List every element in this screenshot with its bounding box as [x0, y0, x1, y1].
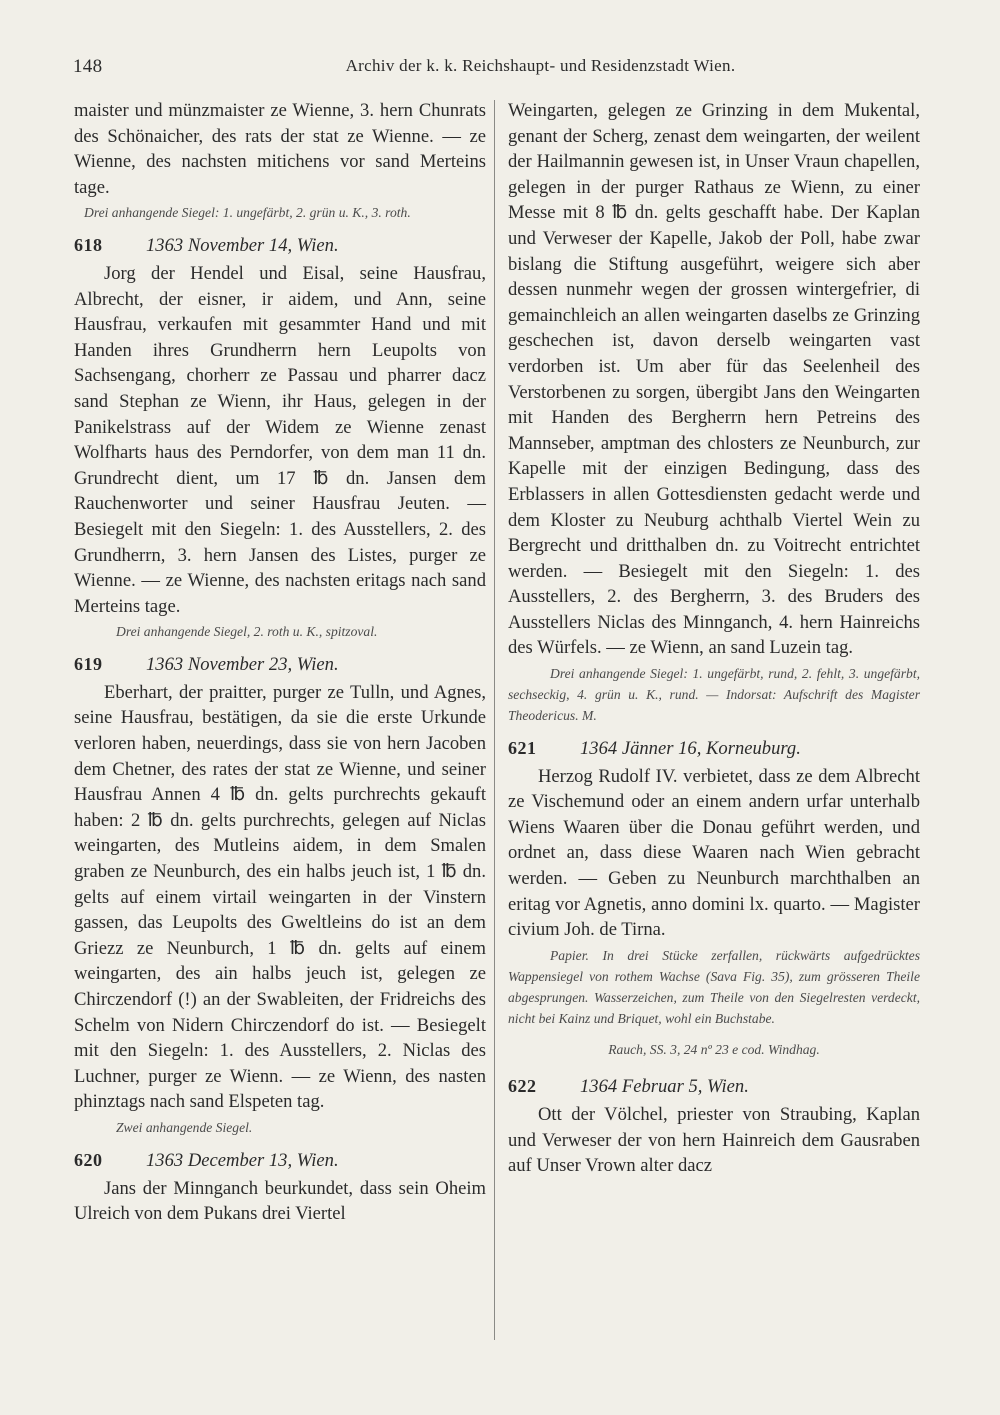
seal-description: Zwei anhangende Siegel.	[116, 1119, 253, 1135]
document-text: Herzog Rudolf IV. verbietet, dass ze dem Albrecht ze Vischemund oder an einem andern urfar unterhalb Wiens Waaren über die Donau geführt werden, und ordnet an, dass diese Waaren nach Wien gebracht werden. — Geben zu Neunburch marchthalben an eritag vor Agnetis, anno domini lx. quarto. — Magister civium Joh. de Tirna.	[508, 765, 920, 941]
document-text: Jans der Minnganch beurkundet, dass sein Oheim Ulreich von dem Pukans drei Viertel	[74, 1177, 486, 1225]
document-text: Eberhart, der praitter, purger ze Tulln, und Agnes, seine Hausfrau, bestätigen, da sie die erste Urkunde verloren haben, neuerdings, dass sie von hern Jacoben dem Chetner, des rates der stat ze Wienne, und seiner Hausfrau Annen 4 ℔ dn. gelts purchrechts gekauft haben: 2 ℔ dn. gelts purchrechts, gelegen auf Niclas weingarten, des Mutleins aidem, in dem Smalen graben ze Neunburch, des ein halbs jeuch ist, 1 ℔ dn. gelts auf einem virtail weingarten in der Vinstern gassen, das Leupolts des Gweltleins do ist an dem Griezz ze Neunburch, 1 ℔ dn. gelts auf einem weingarten, des ain halbs jeuch ist, gelegen ze Chirczendorf (!) an der Swableiten, der Fridreichs des Schelm von Nidern Chirczendorf do ist. — Besiegelt mit den Siegeln: 1. des Ausstellers, 2. Niclas des Luchner, purger ze Wienn. — ze Wienn, des nasten phinztags nach sand Elspeten tag.	[74, 681, 486, 1113]
document-date: 1363 November 14, Wien.	[146, 235, 339, 257]
document-heading	[508, 1074, 920, 1100]
document-date: 1363 November 23, Wien.	[146, 654, 339, 676]
seal-description: Drei anhangende Siegel: 1. ungefärbt, rund, 2. fehlt, 3. ungefärbt, sechseckig, 4. grün u. K., rund. — Indorsat: Aufschrift des Magister Theodericus. M.	[508, 666, 920, 724]
document-date: 1363 December 13, Wien.	[146, 1149, 339, 1171]
document-number: 621	[508, 738, 537, 759]
document-heading	[74, 652, 486, 678]
seal-description: Drei anhangende Siegel: 1. ungefärbt, 2. grün u. K., 3. roth.	[84, 205, 411, 221]
left-column	[74, 98, 486, 1227]
running-title: Archiv der k. k. Reichshaupt- und Residenzstadt Wien.	[345, 56, 736, 75]
document-text: Ott der Völchel, priester von Straubing, Kaplan und Verweser der von hern Hainreich dem Gausraben auf Unser Vrown alter dacz	[508, 1104, 920, 1177]
document-heading	[74, 1148, 486, 1174]
document-number: 622	[508, 1076, 537, 1097]
column-divider	[494, 100, 495, 1340]
document-text: Jorg der Hendel und Eisal, seine Hausfrau, Albrecht, der eisner, ir aidem, und Ann, seine Hausfrau, verkaufen mit gesammter Hand und mit Handen ihres Grundherrn hern Leupolts von Sachsengang, chorherr ze Passau und pharrer dacz sand Stephan ze Wienn, ihr Haus, gelegen in der Panikelstrass auf der Widem ze Wienne zenast Wolfharts haus des Perndorfer, von dem man 11 dn. Grundrecht dient, um 17 ℔ dn. Jansen dem Rauchenworter und seiner Hausfrau Jeuten. — Besiegelt mit den Siegeln: 1. des Ausstellers, 2. des Grundherrn, 3. hern Jansen des Listes, purger ze Wienne. — ze Wienne, des nachsten eritags nach sand Merteins tage.	[74, 262, 486, 617]
document-heading	[74, 233, 486, 259]
document-number: 618	[74, 235, 103, 256]
document-heading	[508, 736, 920, 762]
continued-text: maister und münzmaister ze Wienne, 3. hern Chunrats des Schönaicher, des rats der stat ze Wienne. — ze Wienne, des nachsten mitichens vor sand Merteins tage.	[74, 100, 486, 198]
document-number: 620	[74, 1149, 103, 1170]
page-header	[73, 56, 928, 82]
document-date: 1364 Februar 5, Wien.	[580, 1076, 749, 1098]
seal-description: Drei anhangende Siegel, 2. roth u. K., spitzoval.	[116, 624, 378, 640]
document-number: 619	[74, 654, 103, 675]
page-number: 148	[73, 56, 103, 77]
continued-text: Weingarten, gelegen ze Grinzing in dem Mukental, genant der Scherg, zenast dem weingarten, der weilent der Hailmannin gewesen ist, in Unser Vraun chapellen, gelegen in der purger Rathaus ze Wienn, zu einer Messe mit 8 ℔ dn. gelts geschafft habe. Der Kaplan und Verweser der Kapelle, Jakob der Poll, habe zwar bislang die Stiftung ausgeführt, weigere sich aber dessen nunmehr wegen der grossen wintergefrier, di gemainchleich an allen weingarten daselbs ze Grinzing geschechen ist, davon derselb weingarten vast verdorben ist. Um aber für das Seelenheil des Verstorbenen zu sorgen, übergibt Jans den Weingarten mit Handen des Bergherrn hern Petreins des Mannseber, amptman des chlosters ze Neunburch, zur Kapelle mit der einzigen Bedingung, dass des Erblassers in allen Gottesdiensten gedacht werde und dem Kloster zu Neuburg achthalb Viertel Wein zu Bergrecht und dritthalben dn. zu Voitrecht entrichtet werden. — Besiegelt mit den Siegeln: 1. des Ausstellers, 2. des Bergherrn, 3. des Bruders des Ausstellers Niclas des Minnganch, 4. hern Hainreichs des Würfels. — ze Wienn, an sand Luzein tag.	[508, 100, 920, 659]
right-column	[508, 98, 920, 1179]
document-note: Papier. In drei Stücke zerfallen, rückwärts aufgedrücktes Wappensiegel von rothem Wachse (Sava Fig. 35), zum grösseren Theile abgesprungen. Wasserzeichen, zum Theile von den Siegelresten verdeckt, nicht bei Kainz und Briquet, wohl ein Buchstabe.	[508, 947, 920, 1026]
bibliographic-reference: Rauch, SS. 3, 24 nº 23 e cod. Windhag.	[608, 1041, 820, 1057]
document-date: 1364 Jänner 16, Korneuburg.	[580, 738, 801, 760]
